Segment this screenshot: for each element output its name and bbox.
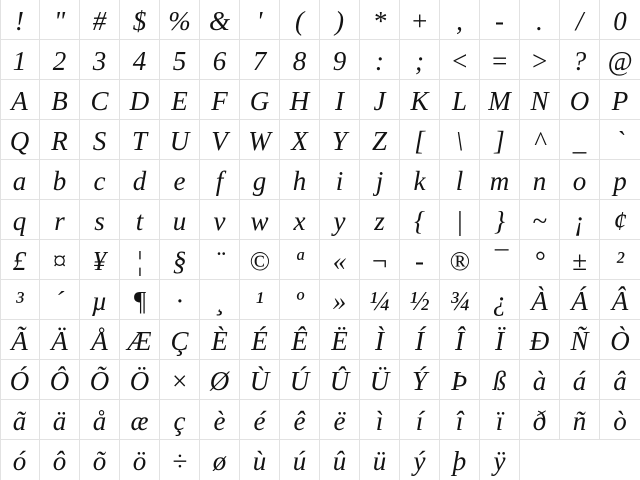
- grid-row: [0, 320, 640, 360]
- glyph-cell[interactable]: -: [480, 0, 520, 39]
- glyph-cell[interactable]: ¯: [480, 240, 520, 279]
- grid-row: [0, 200, 640, 240]
- grid-row: [0, 0, 640, 40]
- glyph-cell[interactable]: a: [0, 160, 40, 199]
- glyph-cell[interactable]: ú: [280, 440, 320, 480]
- glyph-cell[interactable]: +: [400, 0, 440, 39]
- glyph-cell[interactable]: ¶: [120, 280, 160, 319]
- glyph-cell[interactable]: c: [80, 160, 120, 199]
- glyph-cell[interactable]: =: [480, 40, 520, 79]
- glyph-cell[interactable]: Ì: [360, 320, 400, 359]
- glyph-cell[interactable]: 6: [200, 40, 240, 79]
- glyph-cell[interactable]: Å: [80, 320, 120, 359]
- glyph-cell[interactable]: S: [80, 120, 120, 159]
- glyph-cell[interactable]: @: [607, 45, 633, 76]
- glyph-cell[interactable]: z: [360, 200, 400, 239]
- glyph-cell[interactable]: Õ: [80, 360, 120, 399]
- glyph-cell[interactable]: W: [240, 120, 280, 159]
- glyph-cell[interactable]: ö: [120, 440, 160, 480]
- glyph-cell[interactable]: Í: [400, 320, 440, 359]
- grid-row: [0, 280, 640, 320]
- glyph-cell[interactable]: þ: [440, 440, 480, 480]
- glyph-cell[interactable]: g: [240, 160, 280, 199]
- glyph-cell[interactable]: Ô: [40, 360, 80, 399]
- glyph-cell[interactable]: ù: [240, 440, 280, 480]
- glyph-cell[interactable]: V: [200, 120, 240, 159]
- glyph-cell[interactable]: ó: [0, 440, 40, 480]
- glyph-cell[interactable]: ¾: [440, 280, 480, 319]
- glyph-cell[interactable]: æ: [120, 400, 160, 439]
- glyph-cell[interactable]: ß: [480, 360, 520, 399]
- glyph-cell[interactable]: Î: [440, 320, 480, 359]
- glyph-cell[interactable]: Ü: [360, 360, 400, 399]
- glyph-cell[interactable]: 9: [320, 40, 360, 79]
- glyph-cell[interactable]: ÿ: [480, 440, 520, 480]
- glyph-cell[interactable]: ª: [280, 240, 320, 279]
- glyph-cell[interactable]: Ý: [400, 360, 440, 399]
- glyph-cell[interactable]: û: [320, 440, 360, 480]
- glyph-cell[interactable]: o: [560, 160, 600, 199]
- glyph-cell[interactable]: :: [360, 40, 400, 79]
- glyph-cell[interactable]: ¦: [120, 240, 160, 279]
- glyph-cell[interactable]: t: [120, 200, 160, 239]
- glyph-cell[interactable]: Ó: [0, 360, 40, 399]
- glyph-cell[interactable]: m: [480, 160, 520, 199]
- glyph-cell[interactable]: É: [240, 320, 280, 359]
- glyph-cell[interactable]: -: [400, 240, 440, 279]
- glyph-cell[interactable]: u: [160, 200, 200, 239]
- glyph-cell[interactable]: ?: [560, 40, 600, 79]
- glyph-cell[interactable]: Ä: [40, 320, 80, 359]
- glyph-cell[interactable]: ï: [480, 400, 520, 439]
- glyph-cell[interactable]: r: [40, 200, 80, 239]
- glyph-cell[interactable]: ": [40, 0, 80, 39]
- glyph-cell[interactable]: õ: [80, 440, 120, 480]
- glyph-cell[interactable]: >: [520, 40, 560, 79]
- grid-row: [0, 240, 640, 280]
- glyph-cell[interactable]: y: [320, 200, 360, 239]
- glyph-cell[interactable]: ]: [480, 120, 520, 159]
- glyph-cell[interactable]: \: [440, 120, 480, 159]
- glyph-cell[interactable]: x: [280, 200, 320, 239]
- glyph-cell[interactable]: Ï: [480, 320, 520, 359]
- glyph-cell[interactable]: $: [120, 0, 160, 39]
- glyph-cell[interactable]: }: [480, 200, 520, 239]
- glyph-cell[interactable]: w: [240, 200, 280, 239]
- glyph-cell[interactable]: 8: [280, 40, 320, 79]
- glyph-cell[interactable]: ): [320, 0, 360, 39]
- glyph-cell[interactable]: {: [400, 200, 440, 239]
- glyph-cell[interactable]: á: [560, 360, 600, 399]
- glyph-cell[interactable]: T: [120, 120, 160, 159]
- glyph-cell[interactable]: í: [400, 400, 440, 439]
- grid-row: [0, 360, 640, 400]
- glyph-cell[interactable]: ¡: [560, 200, 600, 239]
- glyph-cell[interactable]: L: [440, 80, 480, 119]
- glyph-cell[interactable]: n: [520, 160, 560, 199]
- glyph-cell[interactable]: Æ: [120, 320, 160, 359]
- glyph-cell[interactable]: O: [560, 80, 600, 119]
- glyph-cell[interactable]: e: [160, 160, 200, 199]
- glyph-cell[interactable]: ¤: [40, 240, 80, 279]
- glyph-cell[interactable]: 2: [40, 40, 80, 79]
- glyph-cell[interactable]: J: [360, 80, 400, 119]
- grid-row: [0, 120, 640, 160]
- glyph-cell[interactable]: M: [480, 80, 520, 119]
- glyph-cell[interactable]: È: [200, 320, 240, 359]
- grid-row: [0, 440, 640, 480]
- glyph-cell[interactable]: B: [40, 80, 80, 119]
- glyph-cell[interactable]: ´: [40, 280, 80, 319]
- glyph-cell[interactable]: ±: [560, 240, 600, 279]
- glyph-cell[interactable]: |: [440, 200, 480, 239]
- glyph-cell[interactable]: R: [40, 120, 80, 159]
- glyph-cell[interactable]: j: [360, 160, 400, 199]
- glyph-cell[interactable]: F: [200, 80, 240, 119]
- glyph-cell[interactable]: ×: [160, 360, 200, 399]
- glyph-cell[interactable]: ø: [200, 440, 240, 480]
- glyph-cell[interactable]: Ñ: [560, 320, 600, 359]
- glyph-cell[interactable]: Ê: [280, 320, 320, 359]
- glyph-cell[interactable]: ô: [40, 440, 80, 480]
- glyph-cell[interactable]: ñ: [560, 400, 600, 439]
- glyph-cell[interactable]: «: [320, 240, 360, 279]
- glyph-cell[interactable]: µ: [80, 280, 120, 319]
- glyph-cell[interactable]: X: [280, 120, 320, 159]
- glyph-cell[interactable]: ,: [440, 0, 480, 39]
- glyph-cell[interactable]: Ë: [320, 320, 360, 359]
- glyph-cell[interactable]: à: [520, 360, 560, 399]
- glyph-cell[interactable]: Ù: [240, 360, 280, 399]
- glyph-cell[interactable]: Ú: [280, 360, 320, 399]
- glyph-cell[interactable]: ý: [400, 440, 440, 480]
- glyph-cell[interactable]: ¨: [200, 240, 240, 279]
- glyph-cell[interactable]: ë: [320, 400, 360, 439]
- glyph-cell[interactable]: N: [520, 80, 560, 119]
- glyph-cell[interactable]: °: [520, 240, 560, 279]
- glyph-cell[interactable]: D: [120, 80, 160, 119]
- glyph-cell[interactable]: ¬: [360, 240, 400, 279]
- glyph-cell[interactable]: (: [280, 0, 320, 39]
- glyph-cell[interactable]: §: [160, 240, 200, 279]
- glyph-cell[interactable]: U: [160, 120, 200, 159]
- glyph-cell[interactable]: ä: [40, 400, 80, 439]
- glyph-cell[interactable]: d: [120, 160, 160, 199]
- glyph-cell[interactable]: Y: [320, 120, 360, 159]
- glyph-cell[interactable]: 1: [0, 40, 40, 79]
- glyph-cell[interactable]: Z: [360, 120, 400, 159]
- glyph-cell[interactable]: h: [280, 160, 320, 199]
- glyph-cell[interactable]: ·: [160, 280, 200, 319]
- glyph-cell[interactable]: »: [320, 280, 360, 319]
- glyph-cell[interactable]: î: [440, 400, 480, 439]
- glyph-cell[interactable]: #: [80, 0, 120, 39]
- glyph-cell[interactable]: /: [560, 0, 600, 39]
- grid-left-border-line: [0, 0, 1, 480]
- glyph-cell[interactable]: ^: [520, 120, 560, 159]
- glyph-cell[interactable]: 5: [160, 40, 200, 79]
- glyph-cell[interactable]: Ð: [520, 320, 560, 359]
- glyph-cell[interactable]: Þ: [440, 360, 480, 399]
- glyph-cell[interactable]: .: [520, 0, 560, 39]
- glyph-cell[interactable]: K: [400, 80, 440, 119]
- glyph-cell[interactable]: &: [200, 0, 240, 39]
- glyph-cell[interactable]: G: [240, 80, 280, 119]
- glyph-cell[interactable]: P: [611, 85, 629, 116]
- glyph-cell[interactable]: ¥: [80, 240, 120, 279]
- glyph-cell[interactable]: ð: [520, 400, 560, 439]
- glyph-cell[interactable]: ³: [0, 280, 40, 319]
- glyph-cell[interactable]: ': [240, 0, 280, 39]
- glyph-cell[interactable]: ê: [280, 400, 320, 439]
- glyph-cell[interactable]: %: [160, 0, 200, 39]
- glyph-cell[interactable]: å: [80, 400, 120, 439]
- glyph-cell[interactable]: `: [615, 125, 625, 156]
- glyph-cell[interactable]: ì: [360, 400, 400, 439]
- glyph-cell[interactable]: f: [200, 160, 240, 199]
- glyph-cell[interactable]: é: [240, 400, 280, 439]
- glyph-cell[interactable]: ¿: [480, 280, 520, 319]
- glyph-cell[interactable]: Â: [611, 285, 629, 316]
- grid-row: [0, 40, 640, 80]
- glyph-cell[interactable]: i: [320, 160, 360, 199]
- glyph-cell[interactable]: l: [440, 160, 480, 199]
- glyph-cell[interactable]: Û: [320, 360, 360, 399]
- glyph-cell[interactable]: I: [320, 80, 360, 119]
- grid-row: [0, 160, 640, 200]
- glyph-cell[interactable]: v: [200, 200, 240, 239]
- glyph-cell[interactable]: ¼: [360, 280, 400, 319]
- glyph-cell[interactable]: C: [80, 80, 120, 119]
- glyph-cell[interactable]: ~: [520, 200, 560, 239]
- glyph-cell[interactable]: Ö: [120, 360, 160, 399]
- glyph-cell[interactable]: _: [560, 120, 600, 159]
- glyph-cell[interactable]: A: [0, 80, 40, 119]
- glyph-cell[interactable]: Ø: [200, 360, 240, 399]
- glyph-cell[interactable]: ²: [615, 245, 625, 276]
- glyph-cell[interactable]: s: [80, 200, 120, 239]
- glyph-cell[interactable]: ¹: [240, 280, 280, 319]
- glyph-cell[interactable]: â: [613, 365, 627, 396]
- glyph-cell[interactable]: 0: [613, 5, 627, 36]
- glyph-cell[interactable]: ¸: [200, 280, 240, 319]
- glyph-cell[interactable]: H: [280, 80, 320, 119]
- glyph-cell[interactable]: £: [0, 240, 40, 279]
- glyph-cell[interactable]: [: [400, 120, 440, 159]
- glyph-cell[interactable]: p: [613, 165, 627, 196]
- glyph-cell[interactable]: º: [280, 280, 320, 319]
- glyph-cell[interactable]: 3: [80, 40, 120, 79]
- glyph-cell[interactable]: ü: [360, 440, 400, 480]
- glyph-cell[interactable]: <: [440, 40, 480, 79]
- glyph-cell[interactable]: ç: [160, 400, 200, 439]
- glyph-cell[interactable]: ½: [400, 280, 440, 319]
- glyph-cell[interactable]: Q: [0, 120, 40, 159]
- glyph-cell[interactable]: ò: [613, 405, 627, 436]
- glyph-cell[interactable]: ã: [0, 400, 40, 439]
- glyph-cell[interactable]: Á: [560, 280, 600, 319]
- glyph-cell[interactable]: !: [0, 0, 40, 39]
- glyph-cell[interactable]: b: [40, 160, 80, 199]
- glyph-cell[interactable]: Ç: [160, 320, 200, 359]
- grid-row: [0, 400, 640, 440]
- glyph-cell[interactable]: E: [160, 80, 200, 119]
- glyph-cell[interactable]: ÷: [160, 440, 200, 480]
- glyph-cell[interactable]: 4: [120, 40, 160, 79]
- glyph-cell[interactable]: Ã: [0, 320, 40, 359]
- glyph-cell[interactable]: ©: [240, 240, 280, 279]
- glyph-cell[interactable]: ;: [400, 40, 440, 79]
- glyph-cell[interactable]: ®: [440, 240, 480, 279]
- glyph-cell[interactable]: À: [520, 280, 560, 319]
- glyph-cell[interactable]: è: [200, 400, 240, 439]
- glyph-cell[interactable]: ¢: [613, 205, 627, 236]
- glyph-cell[interactable]: q: [0, 200, 40, 239]
- grid-row: [0, 80, 640, 120]
- glyph-cell[interactable]: Ò: [610, 325, 630, 356]
- glyph-cell[interactable]: *: [360, 0, 400, 39]
- glyph-cell[interactable]: k: [400, 160, 440, 199]
- glyph-cell[interactable]: 7: [240, 40, 280, 79]
